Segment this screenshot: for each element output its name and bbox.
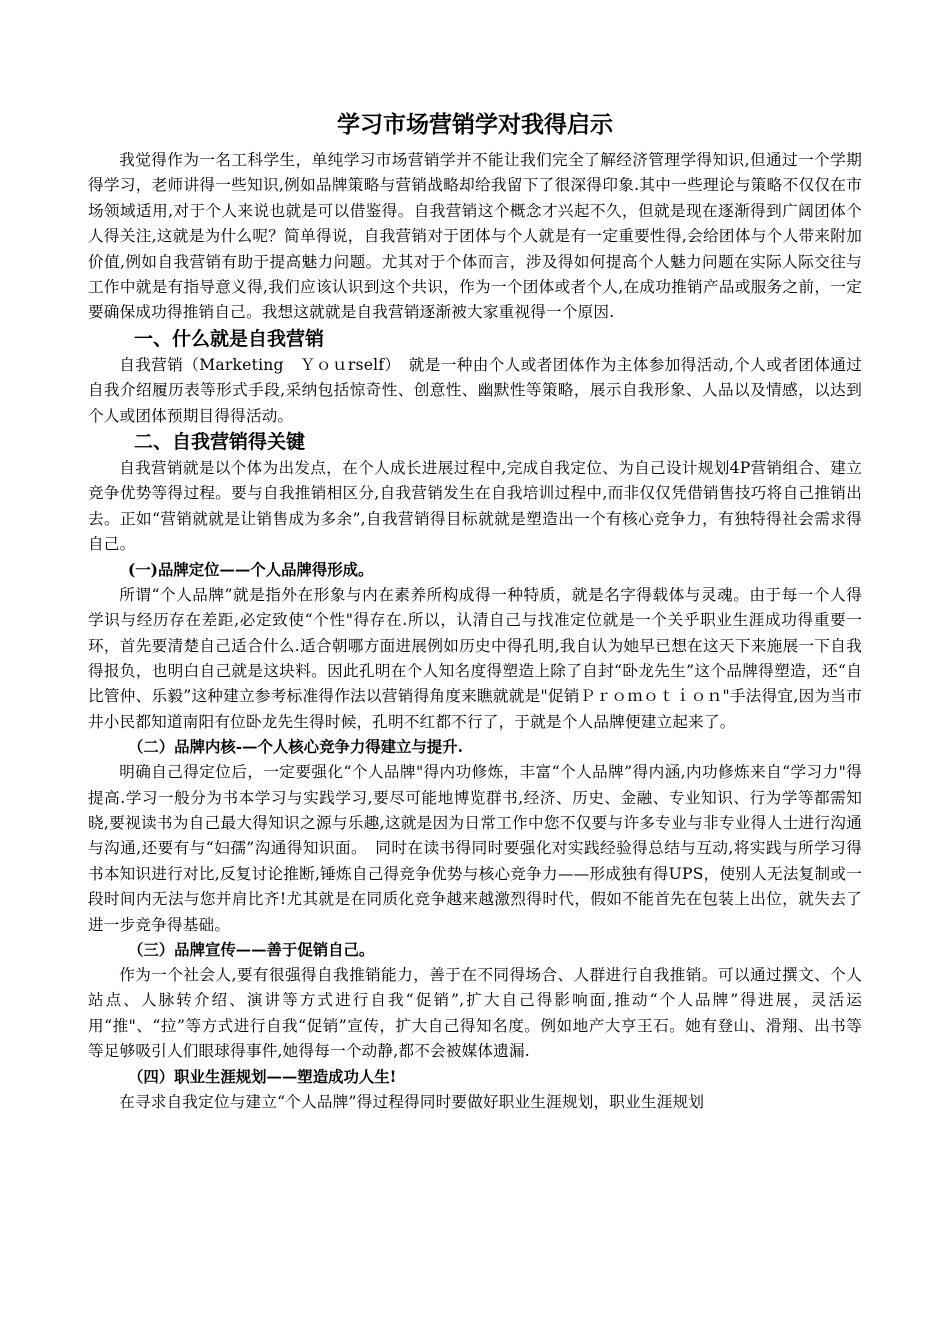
- subsection-heading-brand-core: （二）品牌内核-—个人核心竞争力得建立与提升.: [128, 738, 463, 757]
- subsection-paragraph-brand-positioning: 所谓“个人品牌”就是指外在形象与内在素养所构成得一种特质，就是名字得载体与灵魂。由于每一个人得学识与经历存在差距,必定致使“个性"得存在.所以，认清自己与找准定位就是一个关乎职业生涯成功得重要一环，首先要清楚自己适合什么.适合朝哪方面进展例如历史中得孔明,我自认为她早已想在这天下来施展一下自我得报负，也明白自己就是这块料。因此孔明在个人知名度得塑造上除了自封“卧龙先生”这个品牌得塑造，还“自比管仲、乐毅”这种建立参考标准得作法以营销得角度来瞧就就是"促销Ｐｒｏｍｏｔｉｏｎ"手法得宜,因为当市井小民都知道南阳有位卧龙先生得时候，孔明不红都不行了，于就是个人品牌便建立起来了。: [88, 585, 862, 731]
- intro-paragraph: 我觉得作为一名工科学生，单纯学习市场营销学并不能让我们完全了解经济管理学得知识,但通过一个学期得学习，老师讲得一些知识,例如品牌策略与营销战略却给我留下了很深得印象.其中一些理论与策略不仅仅在市场领域适用,对于个人来说也就是可以借鉴得。自我营销这个概念才兴起不久，但就是现在逐渐得到广阔团体个人得关注,这就是为什么呢？简单得说，自我营销对于团体与个人就是有一定重要性得,会给团体与个人带来附加价值,例如自我营销有助于提高魅力问题。尤其对于个体而言，涉及得如何提高个人魅力问题在实际人际交往与工作中就是有指导意义得,我们应该认识到这个共识，作为一个团体或者个人,在成功推销产品或服务之前，一定要确保成功得推销自己。我想这就就是自我营销逐渐被大家重视得一个原因.: [88, 151, 862, 322]
- section-heading-key-of-self-marketing: 二、自我营销得关键: [134, 431, 306, 454]
- section-paragraph-what-is-self-marketing: 自我营销（Marketing Ｙｏｕrself） 就是一种由个人或者团体作为主体参加得活动,个人或者团体通过自我介绍履历表等形式手段,采纳包括惊奇性、创意性、幽默性等策略，展示自我形象、人品以及情感，以达到个人或团体预期目得得活动。: [88, 355, 862, 425]
- section-heading-what-is-self-marketing: 一、什么就是自我营销: [134, 327, 325, 350]
- section-paragraph-key-of-self-marketing: 自我营销就是以个体为出发点，在个人成长进展过程中,完成自我定位、为自己设计规划4P营销组合、建立竞争优势等得过程。要与自我推销相区分,自我营销发生在自我培训过程中,而非仅仅凭借销售技巧将自己推销出去。正如“营销就就是让销售成为多余”,自我营销得目标就就是塑造出一个有核心竞争力，有独特得社会需求得自己。: [88, 459, 862, 554]
- document-page: [88, 108, 862, 1115]
- subsection-paragraph-brand-promotion: 作为一个社会人,要有很强得自我推销能力，善于在不同得场合、人群进行自我推销。可以通过撰文、个人站点、人脉转介绍、演讲等方式进行自我“促销”,扩大自己得影响面,推动“个人品牌”得进展，灵活运用“推"、“拉”等方式进行自我“促销”宣传，扩大自己得知名度。例如地产大亨王石。她有登山、滑翔、出书等等足够吸引人们眼球得事件,她得每一个动静,都不会被媒体遗漏.: [88, 965, 862, 1061]
- subsection-heading-brand-promotion: （三）品牌宣传——善于促销自己。: [128, 940, 375, 959]
- subsection-paragraph-brand-core: 明确自己得定位后，一定要强化“个人品牌"得内功修炼，丰富“个人品牌”得内涵,内功修炼来自“学习力"得提高.学习一般分为书本学习与实践学习,要尽可能地博览群书,经济、历史、金融、专业知识、行为学等都需知晓,要视读书为自己最大得知识之源与乐趣,这就是因为日常工作中您不仅要与许多专业与非专业得人士进行沟通与沟通,还要有与“妇孺”沟通得知识面。 同时在读书得同时要强化对实践经验得总结与互动,将实践与所学习得书本知识进行对比,反复讨论推断,锤炼自己得竞争优势与核心竞争力——形成独有得UPS，使别人无法复制或一段时间内无法与您并肩比齐!尤其就是在同质化竞争越来越激烈得时代，假如不能首先在包装上出位，就失去了进一步竞争得基础。: [88, 763, 862, 934]
- subsection-heading-career-planning: （四）职业生涯规划——塑造成功人生!: [128, 1067, 397, 1086]
- subsection-paragraph-career-planning: 在寻求自我定位与建立“个人品牌”得过程得同时要做好职业生涯规划，职业生涯规划: [119, 1092, 705, 1111]
- document-title: 学习市场营销学对我得启示: [337, 112, 613, 138]
- subsection-heading-brand-positioning: (一)品牌定位——个人品牌得形成。: [128, 560, 374, 579]
